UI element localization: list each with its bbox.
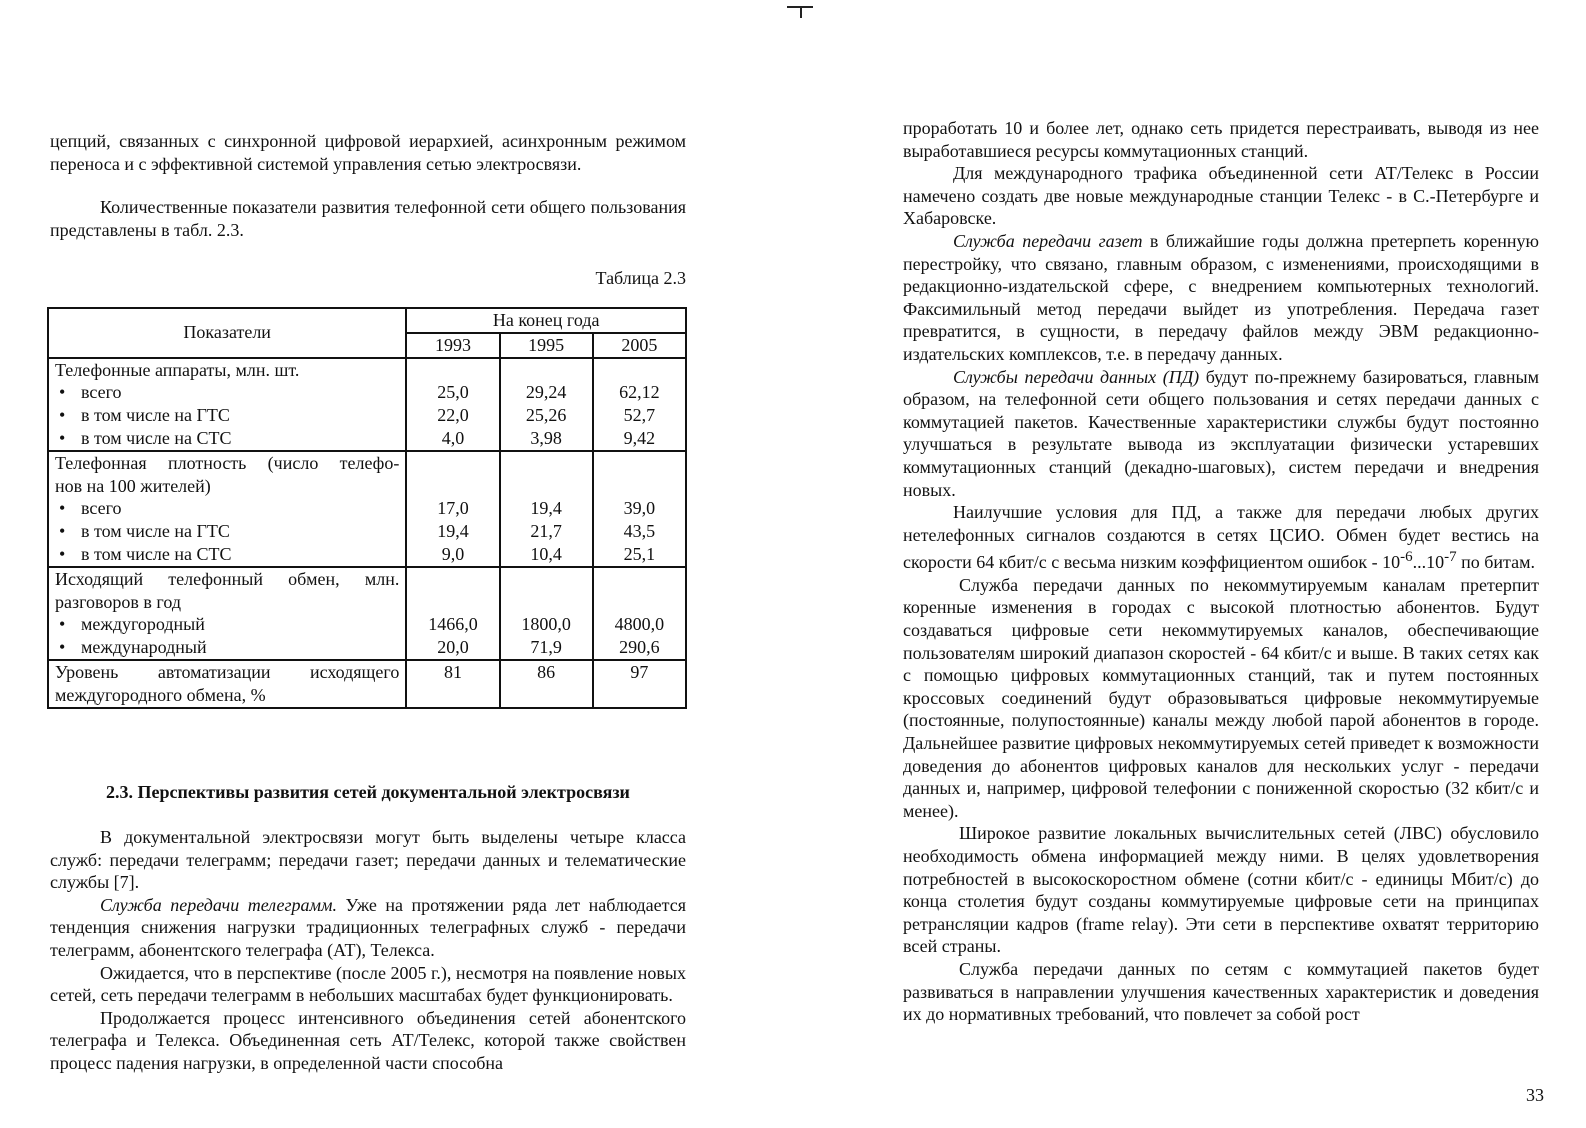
right-paragraph-8: Служба передачи данных по сетям с коммутацией пакетов будет развиваться в направлении улучшения качественных характеристик и доведения их до нормативных требований, что повлечет за собой рост: [903, 958, 1539, 1025]
right-paragraph-3: [903, 230, 1539, 366]
left-body-section: [50, 826, 686, 1075]
paragraph-text: по битам.: [1456, 552, 1535, 573]
right-paragraph-1: проработать 10 и более лет, однако сеть придется перестраивать, выводя из нее выработавшиеся ресурсы коммутационных станций.: [903, 118, 1539, 161]
table-row: [48, 567, 686, 660]
table-cell: 290,6: [619, 637, 660, 658]
italic-term: Службы передачи данных (ПД): [953, 366, 1200, 387]
paragraph-text: Наилучшие условия для ПД, а также для передачи любых других нетелефонных сигналов создаются в сетях ЦСИО. Обмен будет вестись на скорости 64 кбит/с с весьма низким коэффициентом ошибок - 10: [903, 502, 1539, 573]
group-density-2005: [593, 451, 686, 567]
right-paragraph-2: Для международного трафика объединенной сети АТ/Телекс в России намечено создать две новые международные станции Телекс - в С.-Петербурге и Хабаровске.: [903, 163, 1539, 229]
table-cell: 9,42: [623, 427, 656, 448]
left-paragraph-2: [50, 196, 686, 241]
left-paragraph-1-text: цепций, связанных с синхронной цифровой иерархией, асинхронным режимом переноса и с эффективной системой управления сетью электросвязи.: [50, 131, 686, 174]
table-cell: 97: [593, 660, 686, 708]
paragraph-text: ...10: [1412, 552, 1445, 573]
group-traffic-1995: [500, 567, 593, 660]
group-title: Исходящий телефонный обмен, млн.: [55, 568, 400, 589]
left-paragraph-2-text: Количественные показатели развития телефонной сети общего пользования представлены в табл. 2.3.: [50, 197, 686, 240]
group-traffic-labels: [48, 567, 406, 660]
left-paragraph-4: [50, 894, 686, 962]
table-cell: 3,98: [530, 427, 562, 448]
left-paragraph-1: [50, 130, 686, 175]
row-label: • в том числе на ГТС: [55, 404, 399, 427]
right-body: [903, 117, 1539, 1026]
table-row: [48, 358, 686, 451]
paragraph-text: будут по-прежнему базироваться, главным образом, на телефонной сети общего пользования и сетях передачи данных с коммутацией пакетов. Качественные характеристики службы будут постоянно улучшаться в результате вывода из эксплуатации физически устаревших коммутационных станций (декадно-шаговых), систем передачи и внедрения новых.: [903, 366, 1539, 500]
group-density-1993: [406, 451, 499, 567]
table-cell: 81: [406, 660, 499, 708]
group-title: междугородного обмена, %: [55, 684, 266, 705]
row-label: • всего: [55, 497, 399, 520]
superscript: -6: [1400, 549, 1413, 566]
page-number: 33: [1526, 1085, 1544, 1105]
group-traffic-2005: [593, 567, 686, 660]
group-phones-2005: [593, 358, 686, 451]
table-header-row: [48, 308, 686, 333]
row-label: • в том числе на СТС: [55, 543, 399, 566]
row-label: • всего: [55, 381, 399, 404]
right-paragraph-7: Широкое развитие локальных вычислительных сетей (ЛВС) обусловило необходимость обмена информацией между ними. В целях удовлетворения потребностей в высокоскоростном обмене (сотни кбит/с - единицы Мбит/с) до конца столетия будут созданы коммутируемые цифровые сети на принципах ретрансляции кадров (frame relay). Эти сети в перспективе охватят территорию всей страны.: [903, 823, 1539, 957]
group-phones-labels: [48, 358, 406, 451]
table-cell: 39,0: [623, 498, 656, 519]
row-label: • международный: [55, 636, 399, 659]
group-title: нов на 100 жителей): [55, 475, 211, 496]
table-cell: 9,0: [441, 543, 465, 564]
section-heading: 2.3. Перспективы развития сетей документальной электросвязи: [106, 782, 630, 802]
table-row: [48, 451, 686, 567]
group-title: Уровень автоматизации исходящего: [55, 661, 400, 682]
table-cell: 1800,0: [521, 614, 571, 635]
table-cell: 25,26: [525, 405, 567, 426]
group-traffic-1993: [406, 567, 499, 660]
table-cell: 10,4: [530, 543, 562, 564]
right-paragraph-5: [903, 501, 1539, 574]
group-density-labels: [48, 451, 406, 567]
paragraph-text: Уже на протяжении ряда лет наблюдается тенденция снижения нагрузки традиционных телеграфных служб - передачи телеграмм, абонентского телеграфа (АТ), Телекса.: [50, 894, 686, 960]
table-cell: 52,7: [623, 405, 656, 426]
header-year-2005: 2005: [593, 333, 686, 358]
data-table: [47, 307, 687, 709]
table-cell: 17,0: [437, 498, 469, 519]
table-cell: 4,0: [441, 427, 465, 448]
table-cell: 29,24: [525, 382, 567, 403]
table-cell: 71,9: [530, 637, 562, 658]
italic-term: Служба передачи телеграмм.: [100, 894, 338, 915]
table-cell: 19,4: [530, 498, 562, 519]
table-cell: 25,1: [623, 543, 656, 564]
table-cell: 62,12: [619, 382, 660, 403]
table-cell: 86: [500, 660, 593, 708]
header-year-group: На конец года: [406, 308, 686, 333]
group-title: Телефонная плотность (число телефо-: [55, 452, 400, 473]
group-title: Телефонные аппараты, млн. шт.: [55, 359, 300, 380]
table-cell: 4800,0: [614, 614, 665, 635]
paragraph-text: в ближайшие годы должна претерпеть коренную перестройку, что связано, главным образом, с изменениями, происходящими в редакционно-издательской сфере, с внедрением компьютерных технологий. Факсимильный метод передачи выйдет из употребления. Передача газет превратится, в сущности, в передачу файлов между ЭВМ редакционно-издательских комплексов, т.е. в передачу данных.: [903, 230, 1540, 364]
header-year-1995: 1995: [500, 333, 593, 358]
table-cell: 1466,0: [428, 614, 478, 635]
row-label: • в том числе на ГТС: [55, 520, 399, 543]
right-paragraph-6: Служба передачи данных по некоммутируемым каналам претерпит коренные изменения в городах с высокой плотностью абонентов. Будут создаваться цифровые сети некоммутируемых каналов, обеспечивающие пользователям широкий диапазон скоростей - 64 кбит/с и выше. В таких сетях как с помощью цифровых коммутационных станций, так и путем постоянных кроссовых соединений будут образовываться цифровые некоммутируемые (постоянные, полупостоянные) каналы между любой парой абонентов в городе. Дальнейшее развитие цифровых некоммутируемых сетей приведет к возможности доведения до абонентов цифровых каналов для нескольких услуг - передачи данных и, например, цифровой телефонии с пониженной скоростью (32 кбит/с и менее).: [903, 574, 1539, 821]
left-paragraph-6: Продолжается процесс интенсивного объединения сетей абонентского телеграфа и Телекса. Объединенная сеть АТ/Телекс, которой также свойствен процесс падения нагрузки, в определенной части способна: [50, 1007, 686, 1073]
table-cell: 22,0: [437, 405, 469, 426]
header-indicator: Показатели: [48, 308, 406, 358]
left-paragraph-5: Ожидается, что в перспективе (после 2005 г.), несмотря на появление новых сетей, сеть передачи телеграмм в небольших масштабах будет функционировать.: [50, 962, 686, 1006]
superscript: -7: [1444, 549, 1457, 566]
row-label: • в том числе на СТС: [55, 427, 399, 450]
group-automation-labels: [48, 660, 406, 708]
group-title: разговоров в год: [55, 591, 181, 612]
table-cell: 25,0: [437, 382, 469, 403]
table-cell: 19,4: [437, 521, 469, 542]
right-paragraph-4: [903, 366, 1539, 502]
table-cell: 43,5: [623, 521, 656, 542]
right-page: [793, 0, 1586, 1128]
table-row: [48, 660, 686, 708]
group-density-1995: [500, 451, 593, 567]
group-phones-1993: [406, 358, 499, 451]
row-label: • междугородный: [55, 613, 399, 636]
left-paragraph-3: В документальной электросвязи могут быть выделены четыре класса служб: передачи телеграмм; передачи газет; передачи данных и телематические службы [7].: [50, 827, 686, 893]
header-year-1993: 1993: [406, 333, 499, 358]
table-caption: Таблица 2.3: [595, 268, 686, 288]
table-cell: 20,0: [437, 637, 469, 658]
table-cell: 21,7: [530, 521, 562, 542]
italic-term: Служба передачи газет: [953, 230, 1143, 251]
group-phones-1995: [500, 358, 593, 451]
